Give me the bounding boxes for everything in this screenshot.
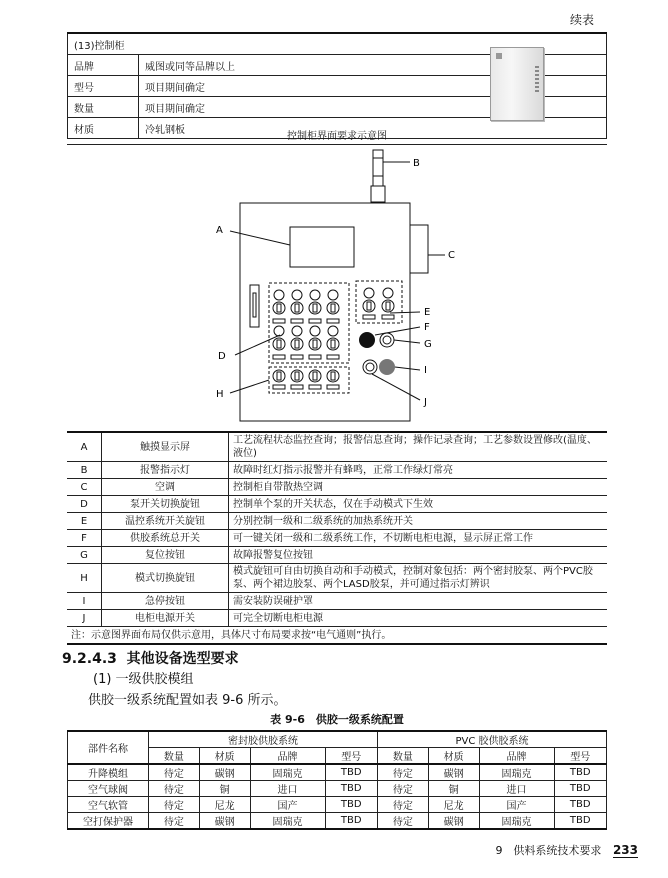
callout-label: E	[424, 307, 431, 318]
legend-row	[67, 547, 607, 564]
page-footer	[495, 842, 638, 858]
legend-name: 泵开关切换旋钮	[102, 496, 229, 513]
indicator-lamp	[327, 319, 339, 323]
legend-name: 触摸显示屏	[102, 432, 229, 462]
legend-code: D	[67, 496, 102, 513]
legend-desc: 故障时红灯指示报警并有蜂鸣，正常工作绿灯常亮	[229, 462, 608, 479]
legend-code: E	[67, 513, 102, 530]
legend-name: 电柜电源开关	[102, 610, 229, 627]
legend-code: C	[67, 479, 102, 496]
indicator-lamp	[291, 319, 303, 323]
part-name: 升降模组	[68, 764, 149, 781]
continued-label: 续表	[569, 13, 594, 27]
callout-label: J	[424, 397, 427, 408]
table-cell: 待定	[149, 813, 200, 830]
callout-label: D	[218, 351, 226, 362]
subheader: 品牌	[479, 748, 554, 765]
subheader: 型号	[325, 748, 377, 765]
table-cell: TBD	[325, 813, 377, 830]
table-cell: 待定	[377, 764, 428, 781]
table-row	[68, 797, 607, 813]
spec-label: 型号	[68, 76, 139, 97]
subheader: 材质	[428, 748, 479, 765]
config-table	[67, 730, 607, 830]
table-cell: 固瑞克	[479, 813, 554, 830]
legend-name: 复位按钮	[102, 547, 229, 564]
legend-desc: 故障报警复位按钮	[229, 547, 608, 564]
indicator-lamp	[273, 385, 285, 389]
indicator-lamp	[291, 385, 303, 389]
lamp-icon	[292, 326, 302, 336]
lamp-icon	[364, 288, 374, 298]
subsection-title: (1) 一级供胶模组	[93, 672, 194, 687]
spec-value: 冷轧钢板	[139, 118, 607, 139]
callout-label: A	[216, 225, 223, 236]
table-cell: 碳钢	[428, 764, 479, 781]
section-number: 9.2.4.3	[62, 651, 117, 667]
legend-name: 空调	[102, 479, 229, 496]
legend-desc: 可一键关闭一级和二级系统工作，不切断电柜电源，显示屏正常工作	[229, 530, 608, 547]
legend-desc: 控制单个泵的开关状态，仅在手动模式下生效	[229, 496, 608, 513]
spec-label: 数量	[68, 97, 139, 118]
legend-name: 供胶系统总开关	[102, 530, 229, 547]
spec-value: 项目期间确定	[139, 97, 607, 118]
legend-desc: 控制柜自带散热空调	[229, 479, 608, 496]
control-cabinet-diagram	[180, 145, 480, 425]
table-cell: TBD	[554, 813, 606, 830]
table-cell: 待定	[377, 781, 428, 797]
subheader: 材质	[199, 748, 250, 765]
group-header: 密封胶供胶系统	[149, 731, 378, 748]
legend-row	[67, 462, 607, 479]
table-row	[68, 781, 607, 797]
table-cell: 固瑞克	[250, 764, 325, 781]
table-cell: 固瑞克	[250, 813, 325, 830]
subheader: 数量	[149, 748, 200, 765]
legend-desc: 可完全切断电柜电源	[229, 610, 608, 627]
spec-value: 项目期间确定	[139, 76, 607, 97]
table-cell: 铜	[428, 781, 479, 797]
table-cell: 铜	[199, 781, 250, 797]
legend-row	[67, 432, 607, 462]
legend-code: G	[67, 547, 102, 564]
section-title: 其他设备选型要求	[126, 651, 239, 667]
table-cell: 国产	[250, 797, 325, 813]
table-cell: 国产	[479, 797, 554, 813]
indicator-lamp	[273, 355, 285, 359]
legend-name: 温控系统开关旋钮	[102, 513, 229, 530]
indicator-lamp	[273, 319, 285, 323]
callout-label: G	[424, 339, 432, 350]
lamp-icon	[274, 326, 284, 336]
lamp-icon	[274, 290, 284, 300]
table-cell: 尼龙	[428, 797, 479, 813]
table-cell: 待定	[377, 797, 428, 813]
legend-code: H	[67, 564, 102, 593]
callout-label: H	[216, 389, 224, 400]
temp-knobs	[363, 288, 394, 319]
indicator-lamp	[309, 355, 321, 359]
legend-row	[67, 479, 607, 496]
legend-desc: 分别控制一级和二级系统的加热系统开关	[229, 513, 608, 530]
callout-label: F	[424, 322, 430, 333]
table-cell: TBD	[325, 797, 377, 813]
callout-label: B	[413, 158, 420, 169]
table-cell: TBD	[554, 781, 606, 797]
table-cell: 待定	[377, 813, 428, 830]
lamp-icon	[292, 290, 302, 300]
subheader: 品牌	[250, 748, 325, 765]
spec-label: 品牌	[68, 55, 139, 76]
legend-name: 模式切换旋钮	[102, 564, 229, 593]
legend-desc: 需安装防误碰护罩	[229, 593, 608, 610]
footer-chapter: 9 供料系统技术要求	[495, 844, 602, 857]
legend-code: F	[67, 530, 102, 547]
part-name: 空气软管	[68, 797, 149, 813]
col-header-part: 部件名称	[68, 731, 149, 764]
cabinet-photo	[490, 47, 544, 121]
table-cell: 碳钢	[199, 813, 250, 830]
legend-name: 报警指示灯	[102, 462, 229, 479]
group-header: PVC 胶供胶系统	[377, 731, 606, 748]
table-cell: 进口	[250, 781, 325, 797]
section-heading	[62, 648, 239, 668]
legend-desc: 模式旋钮可自由切换自动和手动模式，控制对象包括：两个密封胶泵、两个PVC胶泵、两个裙边胶泵、两个LASD胶泵，并可通过指示灯辨识	[229, 564, 608, 593]
table-cell: 碳钢	[199, 764, 250, 781]
table-cell: TBD	[325, 764, 377, 781]
indicator-lamp	[291, 355, 303, 359]
table-cell: 待定	[149, 764, 200, 781]
callout-label: C	[448, 250, 455, 261]
indicator-lamp	[309, 385, 321, 389]
legend-row	[67, 530, 607, 547]
indicator-lamp	[363, 315, 375, 319]
indicator-lamp	[382, 315, 394, 319]
table-cell: 固瑞克	[479, 764, 554, 781]
legend-desc: 工艺流程状态监控查询；报警信息查询；操作记录查询；工艺参数设置修改(温度、液位)	[229, 432, 608, 462]
spec-table-heading: (13)控制柜	[68, 33, 607, 55]
legend-code: I	[67, 593, 102, 610]
table-cell: 待定	[149, 781, 200, 797]
legend-row	[67, 513, 607, 530]
part-name: 空打保护器	[68, 813, 149, 830]
legend-note: 注：示意图界面布局仅供示意用，具体尺寸布局要求按“电气通则”执行。	[67, 627, 607, 645]
section-paragraph: 供胶一级系统配置如表 9-6 所示。	[88, 693, 287, 708]
part-name: 空气球阀	[68, 781, 149, 797]
table-cell: TBD	[554, 764, 606, 781]
legend-table	[67, 431, 607, 645]
lamp-icon	[328, 326, 338, 336]
legend-row	[67, 564, 607, 593]
legend-name: 急停按钮	[102, 593, 229, 610]
lamp-icon	[310, 290, 320, 300]
lamp-icon	[383, 288, 393, 298]
legend-code: A	[67, 432, 102, 462]
page-number: 233	[612, 843, 638, 857]
table-cell: TBD	[325, 781, 377, 797]
diagram-caption: 控制柜界面要求示意图	[67, 127, 607, 145]
table-caption: 表 9-6 供胶一级系统配置	[270, 713, 404, 726]
table-cell: 碳钢	[428, 813, 479, 830]
table-row	[68, 764, 607, 781]
pump-knobs	[273, 290, 339, 359]
mode-knobs	[273, 370, 339, 389]
subheader: 型号	[554, 748, 606, 765]
legend-row	[67, 593, 607, 610]
table-cell: TBD	[554, 797, 606, 813]
subheader: 数量	[377, 748, 428, 765]
indicator-lamp	[327, 385, 339, 389]
legend-code: B	[67, 462, 102, 479]
legend-row	[67, 610, 607, 627]
table-cell: 进口	[479, 781, 554, 797]
indicator-lamp	[309, 319, 321, 323]
lamp-icon	[328, 290, 338, 300]
callout-label: I	[424, 365, 427, 376]
lamp-icon	[310, 326, 320, 336]
spec-value: 威图或同等品牌以上	[139, 55, 607, 76]
spec-label: 材质	[68, 118, 139, 139]
table-cell: 待定	[149, 797, 200, 813]
legend-code: J	[67, 610, 102, 627]
legend-row	[67, 496, 607, 513]
table-cell: 尼龙	[199, 797, 250, 813]
indicator-lamp	[327, 355, 339, 359]
table-row	[68, 813, 607, 830]
